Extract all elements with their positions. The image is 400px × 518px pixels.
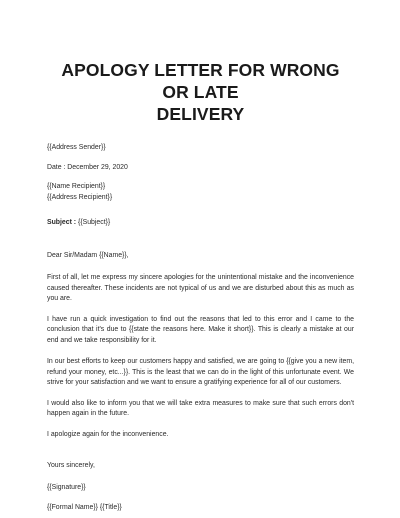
closing: Yours sincerely, — [47, 462, 95, 469]
salutation: Dear Sir/Madam {{Name}}, — [47, 251, 129, 259]
subject-line — [47, 218, 354, 229]
address-sender: {{Address Sender}} — [47, 144, 106, 151]
paragraph-3: In our best efforts to keep our customers happy and satisfied, we are going to {{give you a new item, refund your money, etc...}}. This is the least that we can do in the light of this unfortunate event. We strive for your satisfaction and we want to ensure a gratifying experience for all of our customers. — [47, 358, 354, 386]
title-line-2: DELIVERY — [156, 104, 245, 124]
title-line-1: APOLOGY LETTER FOR WRONG OR LATE — [61, 60, 340, 102]
subject-label: Subject : — [47, 219, 77, 226]
paragraph-2: I have run a quick investigation to find out the reasons that led to this error and I came to the conclusion that it's due to {{state the reasons here. Make it short}}. This is clearly a mistake at our end and we take responsibility for it. — [47, 315, 354, 344]
address-recipient: {{Address Recipient}} — [47, 193, 113, 201]
letter-title — [47, 0, 354, 125]
paragraph-1: First of all, let me express my sincere apologies for the unintentional mistake and the inconvenience caused thereafter. These incidents are not typical of us and we are disturbed about this as much as you are. — [47, 274, 354, 302]
paragraph-4: I would also like to inform you that we will take extra measures to make sure that such errors don't happen again in the future. — [47, 399, 354, 417]
recipient-block — [47, 182, 354, 203]
subject-value: {{Subject}} — [76, 219, 111, 226]
formal-name-title: {{Formal Name}} {{Title}} — [47, 504, 122, 511]
date-line: Date : December 29, 2020 — [47, 163, 128, 171]
signature: {{Signature}} — [47, 483, 86, 491]
name-recipient: {{Name Recipient}} — [47, 183, 106, 190]
letter-body — [47, 143, 354, 514]
paragraph-5: I apologize again for the inconvenience. — [47, 430, 169, 438]
